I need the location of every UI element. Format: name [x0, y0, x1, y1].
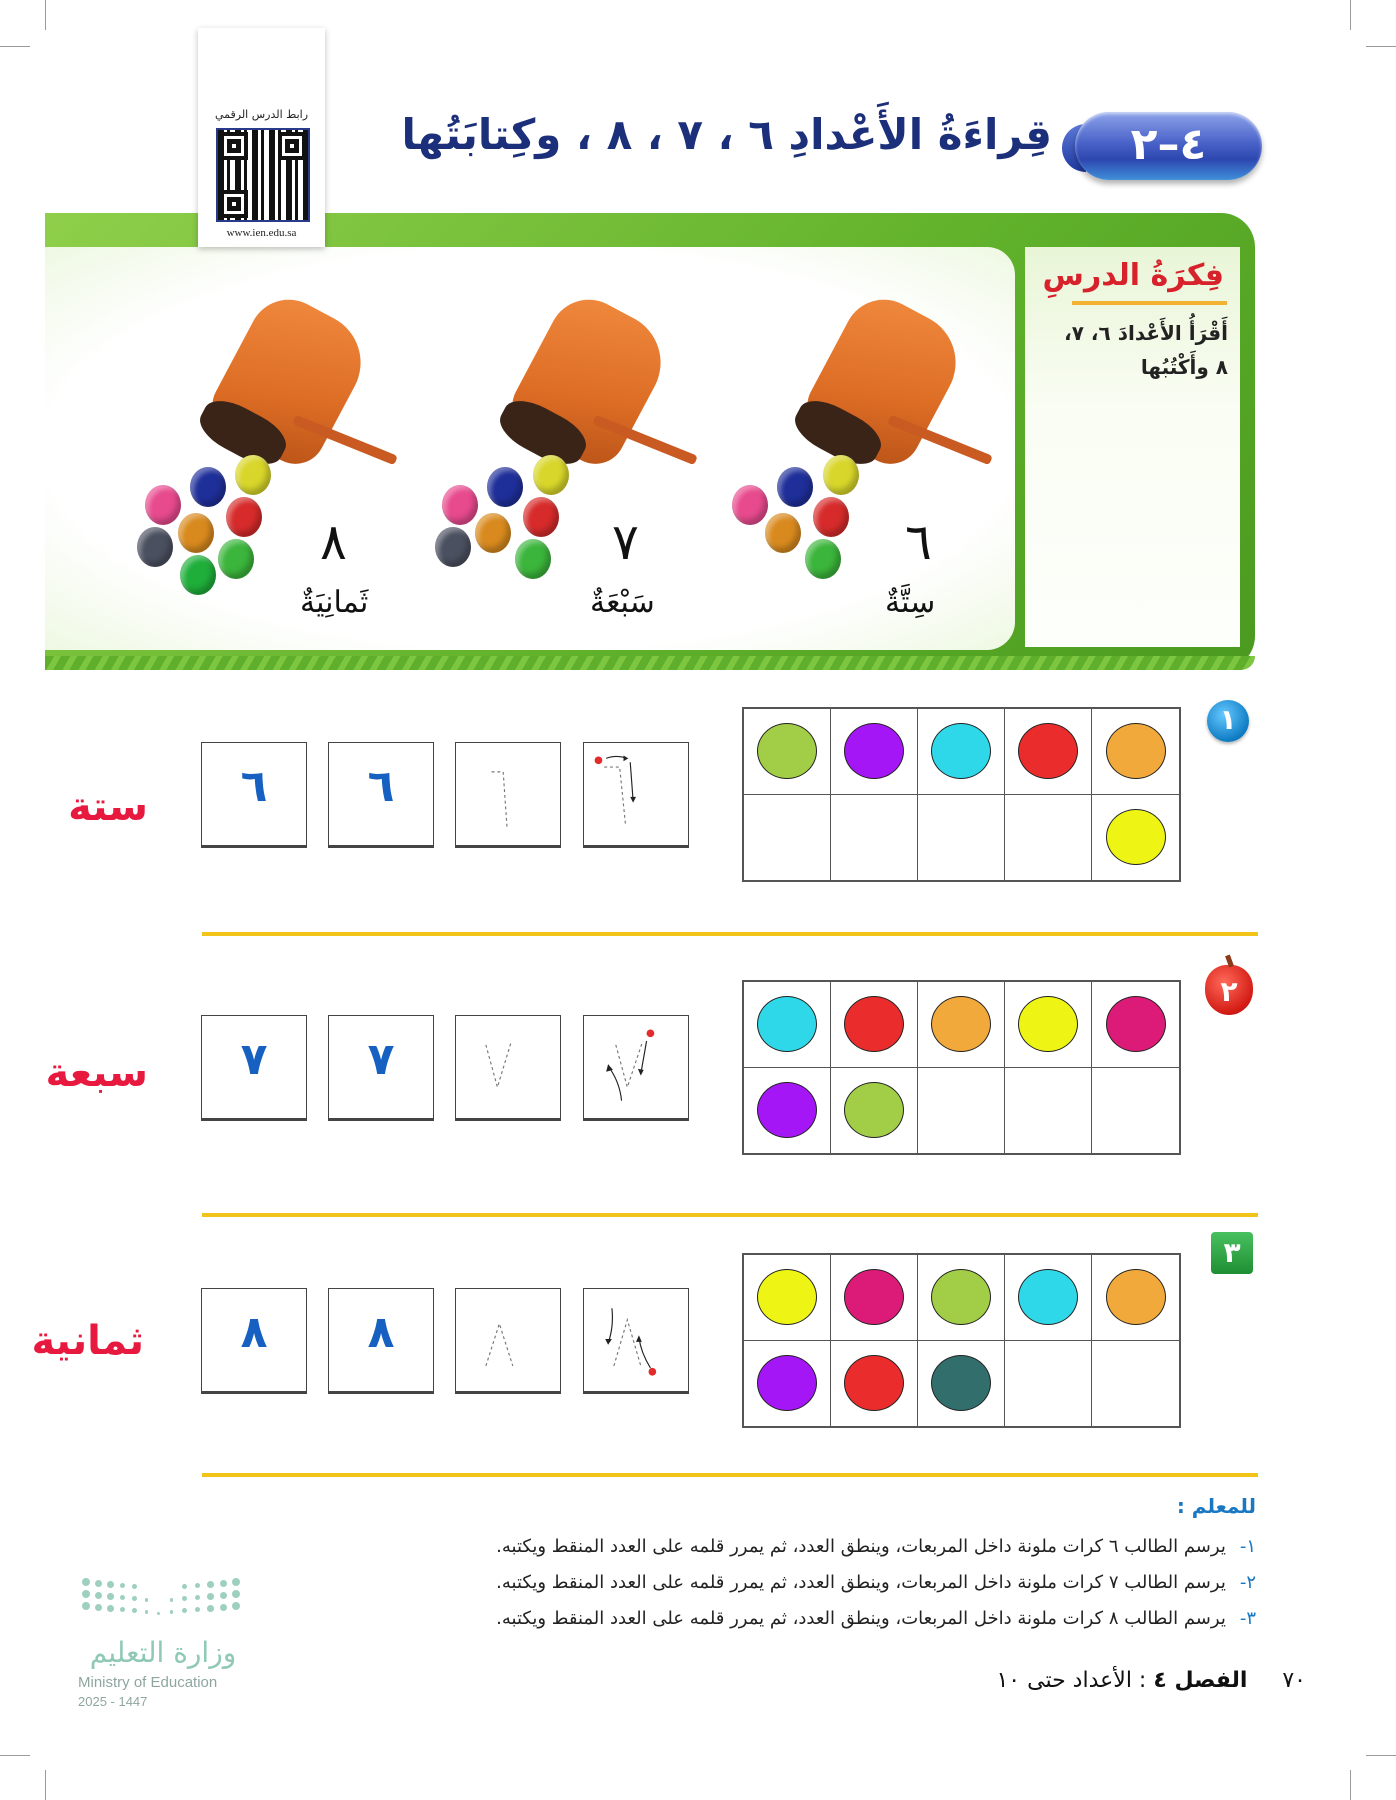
dotted-six-icon [456, 743, 560, 845]
colored-ball-icon [1106, 723, 1166, 779]
bead-icon [765, 513, 801, 553]
colored-ball-icon [1018, 723, 1078, 779]
trace-guide-box[interactable] [583, 1015, 689, 1121]
ten-frame-3 [742, 1253, 1181, 1428]
exercise-1-label: ستة [68, 784, 148, 830]
colored-ball-icon [844, 1269, 904, 1325]
section-divider [202, 932, 1258, 936]
colored-ball-icon [844, 996, 904, 1052]
ten-frame-cell[interactable] [1092, 795, 1179, 881]
ten-frame-cell[interactable] [1092, 1255, 1179, 1341]
bead-icon [475, 513, 511, 553]
logo-arabic-text: وزارة التعليم [89, 1636, 237, 1669]
ten-frame-cell[interactable] [744, 1255, 831, 1341]
colored-ball-icon [931, 996, 991, 1052]
ten-frame-cell[interactable] [1005, 709, 1092, 795]
bead-icon [190, 467, 226, 507]
bead-icon [487, 467, 523, 507]
lesson-number-badge: ٤–٢ [1075, 112, 1262, 180]
trace-arrow-eight-icon [584, 1289, 688, 1391]
colored-ball-icon [844, 1082, 904, 1138]
logo-english-text: Ministry of Education [78, 1674, 218, 1691]
crop-mark [1350, 0, 1351, 30]
bead-icon [180, 555, 216, 595]
bead-icon [235, 455, 271, 495]
colored-ball-icon [931, 723, 991, 779]
bead-icon [523, 497, 559, 537]
sample-digit: ٨ [367, 1307, 395, 1358]
ten-frame-cell[interactable] [918, 1068, 1005, 1154]
colored-ball-icon [757, 1082, 817, 1138]
ten-frame-cell[interactable] [1005, 795, 1092, 881]
ten-frame-cell[interactable] [831, 1068, 918, 1154]
colored-ball-icon [844, 723, 904, 779]
bead-icon [813, 497, 849, 537]
trace-arrow-six-icon [584, 743, 688, 845]
ten-frame-cell[interactable] [1092, 982, 1179, 1068]
colored-ball-icon [1106, 1269, 1166, 1325]
illustration-seven [440, 295, 690, 635]
colored-ball-icon [757, 723, 817, 779]
bead-icon [178, 513, 214, 553]
sample-digit: ٧ [367, 1034, 395, 1085]
trace-guide-box[interactable] [583, 742, 689, 848]
bead-icon [823, 455, 859, 495]
trace-arrow-seven-icon [584, 1016, 688, 1118]
ten-frame-cell[interactable] [918, 795, 1005, 881]
bead-icon [145, 485, 181, 525]
word-seven: سَبْعَةٌ [590, 585, 655, 620]
bead-icon [533, 455, 569, 495]
ten-frame-cell[interactable] [1005, 1068, 1092, 1154]
crop-mark [1366, 46, 1396, 47]
note-number: ١- [1239, 1536, 1256, 1557]
bead-icon [442, 485, 478, 525]
qr-code-icon[interactable] [216, 128, 310, 222]
write-box[interactable] [328, 1288, 434, 1394]
qr-url[interactable]: www.ien.edu.sa [226, 227, 297, 239]
crop-mark [1350, 1770, 1351, 1800]
note-number: ٢- [1239, 1572, 1256, 1593]
ten-frame-cell[interactable] [831, 1255, 918, 1341]
exercise-3-label: ثمانية [31, 1318, 144, 1364]
bead-icon [435, 527, 471, 567]
trace-guide-box[interactable] [583, 1288, 689, 1394]
sample-digit: ٦ [240, 761, 268, 812]
write-box[interactable] [328, 742, 434, 848]
colored-ball-icon [931, 1355, 991, 1411]
bead-icon [218, 539, 254, 579]
ten-frame-cell[interactable] [744, 1068, 831, 1154]
exercise-1-badge: ١ [1207, 700, 1249, 742]
ten-frame-cell[interactable] [744, 982, 831, 1068]
write-box[interactable] [201, 1015, 307, 1121]
bead-icon [805, 539, 841, 579]
panel-stripe [45, 656, 1255, 670]
bead-icon [515, 539, 551, 579]
page-title: قِراءَةُ الأَعْدادِ ٦ ، ٧ ، ٨ ، وكِتابَتُها [401, 110, 1052, 159]
lesson-idea-box [1025, 247, 1240, 647]
ten-frame-2 [742, 980, 1181, 1155]
ten-frame-cell[interactable] [918, 1341, 1005, 1427]
ten-frame-cell[interactable] [831, 982, 918, 1068]
crop-mark [0, 46, 30, 47]
note-text: يرسم الطالب ٦ كرات ملونة داخل المربعات، وينطق العدد، ثم يمرر قلمه على العدد المنقط ويكتبه. [496, 1536, 1226, 1557]
chapter-title: : الأعداد حتى ١٠ [996, 1668, 1147, 1693]
dotted-seven-icon [456, 1016, 560, 1118]
note-text: يرسم الطالب ٧ كرات ملونة داخل المربعات، وينطق العدد، ثم يمرر قلمه على العدد المنقط ويكتبه. [496, 1572, 1226, 1593]
note-number: ٣- [1239, 1608, 1256, 1629]
bead-icon [226, 497, 262, 537]
colored-ball-icon [844, 1355, 904, 1411]
exercise-3-badge: ٣ [1211, 1232, 1253, 1274]
ten-frame-cell[interactable] [1092, 1341, 1179, 1427]
write-box[interactable] [201, 742, 307, 848]
colored-ball-icon [1106, 996, 1166, 1052]
colored-ball-icon [1018, 996, 1078, 1052]
colored-ball-icon [931, 1269, 991, 1325]
note-text: يرسم الطالب ٨ كرات ملونة داخل المربعات، وينطق العدد، ثم يمرر قلمه على العدد المنقط ويكتبه. [496, 1608, 1226, 1629]
lesson-idea-underline [1072, 301, 1227, 305]
ten-frame-cell[interactable] [831, 709, 918, 795]
crop-mark [45, 0, 46, 30]
teacher-notes-heading: للمعلم : [1176, 1494, 1256, 1518]
write-box[interactable] [201, 1288, 307, 1394]
colored-ball-icon [1106, 809, 1166, 865]
ten-frame-cell[interactable] [1005, 1255, 1092, 1341]
digit-eight: ٨ [320, 513, 347, 571]
lesson-idea-heading: فِكرَةُ الدرسِ [1042, 258, 1224, 293]
page-footer [996, 1668, 1306, 1693]
teacher-note [496, 1608, 1256, 1629]
ten-frame-cell[interactable] [1005, 1341, 1092, 1427]
colored-ball-icon [757, 1269, 817, 1325]
word-six: سِتَّةٌ [885, 585, 936, 620]
trace-box[interactable] [455, 1288, 561, 1394]
colored-ball-icon [1018, 1269, 1078, 1325]
chapter-label: الفصل ٤ [1153, 1668, 1248, 1693]
illustration-six [735, 295, 985, 635]
ten-frame-cell[interactable] [1092, 709, 1179, 795]
ten-frame-cell[interactable] [918, 1255, 1005, 1341]
crop-mark [1366, 1755, 1396, 1756]
qr-caption: رابط الدرس الرقمي [214, 108, 309, 121]
section-divider [202, 1473, 1258, 1477]
page-number: ٧٠ [1282, 1668, 1306, 1693]
ten-frame-cell[interactable] [744, 1341, 831, 1427]
section-divider [202, 1213, 1258, 1217]
illustration-eight [140, 295, 390, 635]
sample-digit: ٨ [240, 1307, 268, 1358]
bead-icon [732, 485, 768, 525]
ten-frame-cell[interactable] [831, 1341, 918, 1427]
write-box[interactable] [328, 1015, 434, 1121]
ministry-logo [78, 1578, 248, 1728]
trace-box[interactable] [455, 1015, 561, 1121]
ten-frame-cell[interactable] [831, 795, 918, 881]
dotted-eight-icon [456, 1289, 560, 1391]
digit-six: ٦ [905, 513, 932, 571]
bead-icon [137, 527, 173, 567]
teacher-note [496, 1536, 1256, 1557]
ten-frame-cell[interactable] [744, 709, 831, 795]
exercise-2-label: سبعة [45, 1050, 148, 1096]
crop-mark [0, 1755, 30, 1756]
trace-box[interactable] [455, 742, 561, 848]
ten-frame-cell[interactable] [918, 982, 1005, 1068]
word-eight: ثَمانِيَةٌ [300, 585, 369, 620]
digit-seven: ٧ [612, 513, 639, 571]
colored-ball-icon [757, 996, 817, 1052]
teacher-note [496, 1572, 1256, 1593]
colored-ball-icon [757, 1355, 817, 1411]
ten-frame-cell[interactable] [1092, 1068, 1179, 1154]
exercise-2-apple-badge: ٢ [1205, 965, 1253, 1015]
sample-digit: ٧ [240, 1034, 268, 1085]
ten-frame-cell[interactable] [918, 709, 1005, 795]
logo-year: 2025 - 1447 [78, 1694, 148, 1709]
qr-card[interactable] [198, 28, 325, 247]
lesson-idea-text: أَقْرَأُ الأَعْدادَ ٦، ٧، ٨ وأَكْتُبُها [1064, 321, 1228, 379]
bead-icon [777, 467, 813, 507]
ten-frame-cell[interactable] [744, 795, 831, 881]
ten-frame-1 [742, 707, 1181, 882]
crop-mark [45, 1770, 46, 1800]
sample-digit: ٦ [367, 761, 395, 812]
ten-frame-cell[interactable] [1005, 982, 1092, 1068]
